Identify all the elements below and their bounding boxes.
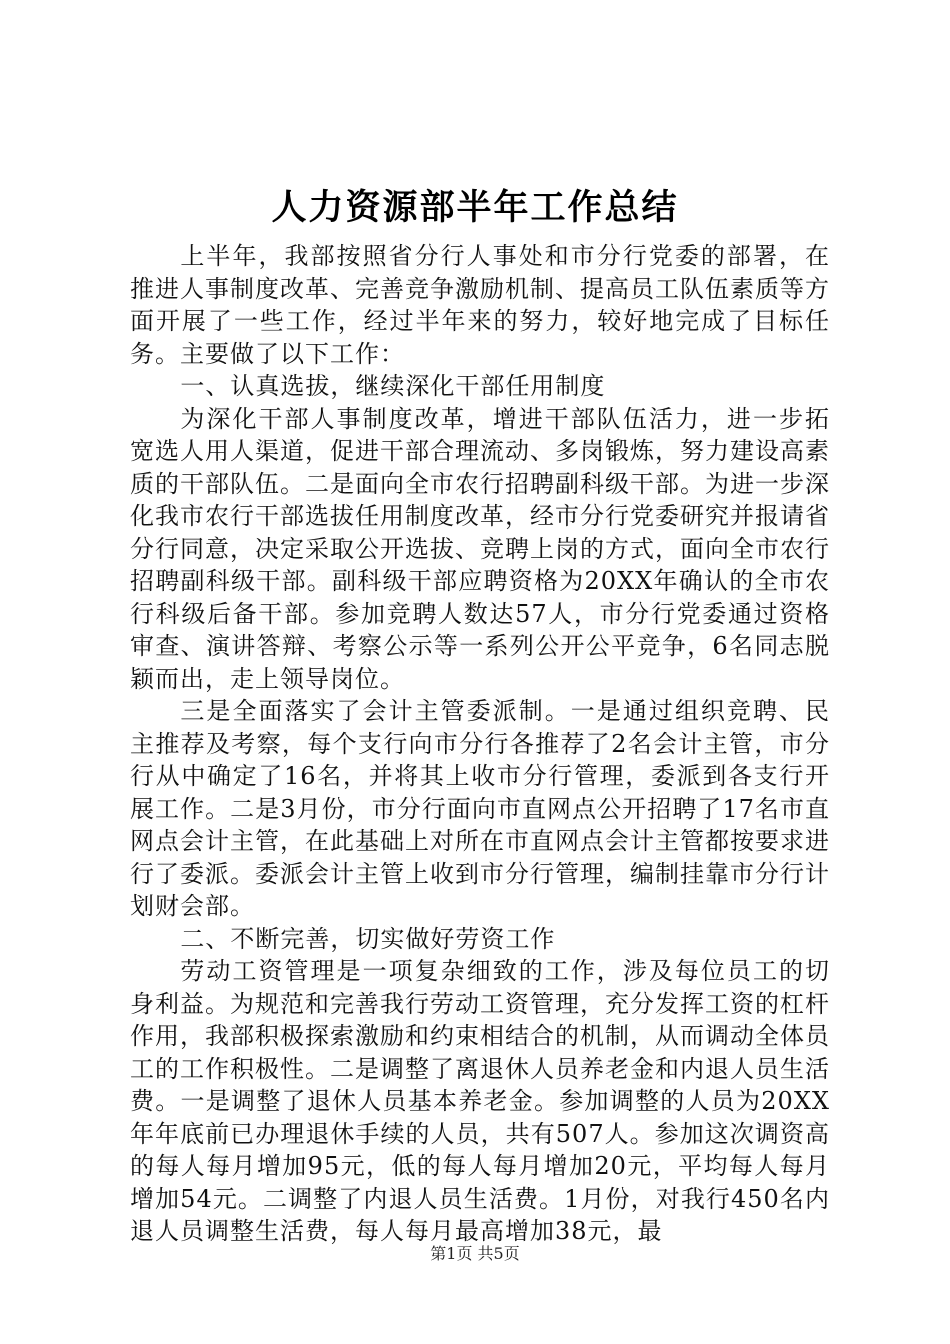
paragraph-accounting-supervisor: 三是全面落实了会计主管委派制。一是通过组织竞聘、民主推荐及考察，每个支行向市分行各推荐了2名会计主管，市分行从中确定了16名，并将其上收市分行管理，委派到各支行开展工作。二是3月份，市分行面向市直网点公开招聘了17名市直网点会计主管，在此基础上对所在市直网点会计主管都按要求进行了委派。委派会计主管上收到市分行管理，编制挂靠市分行计划财会部。 [130, 697, 830, 920]
section-heading-1: 一、认真选拔，继续深化干部任用制度 [180, 372, 606, 400]
document-title: 人力资源部半年工作总结 [271, 188, 679, 228]
paragraph-cadre-selection: 为深化干部人事制度改革，增进干部队伍活力，进一步拓宽选人用人渠道，促进干部合理流动、多岗锻炼，努力建设高素质的干部队伍。二是面向全市农行招聘副科级干部。为进一步深化我市农行干部选拔任用制度改革，经市分行党委研究并报请省分行同意，决定采取公开选拔、竞聘上岗的方式，面向全市农行招聘副科级干部。副科级干部应聘资格为20XX年确认的全市农行科级后备干部。参加竞聘人数达57人，市分行党委通过资格审查、演讲答辩、考察公示等一系列公开公平竞争，6名同志脱颖而出，走上领导岗位。 [130, 404, 830, 693]
page-number-footer: 第1页 共5页 [430, 1244, 520, 1263]
paragraph-intro: 上半年，我部按照省分行人事处和市分行党委的部署，在推进人事制度改革、完善竞争激励机制、提高员工队伍素质等方面开展了一些工作，经过半年来的努力，较好地完成了目标任务。主要做了以下工作： [130, 242, 830, 368]
document-body [130, 240, 830, 1248]
section-heading-2: 二、不断完善，切实做好劳资工作 [180, 924, 556, 953]
paragraph-labor-wages: 劳动工资管理是一项复杂细致的工作，涉及每位员工的切身利益。为规范和完善我行劳动工资管理，充分发挥工资的杠杆作用，我部积极探索激励和约束相结合的机制，从而调动全体员工的工作积极性。二是调整了离退休人员养老金和内退人员生活费。一是调整了退休人员基本养老金。参加调整的人员为20XX年年底前已办理退休手续的人员，共有507人。参加这次调资高的每人每月增加95元，低的每人每月增加20元，平均每人每月增加54元。二调整了内退人员生活费。1月份，对我行450名内退人员调整生活费，每人每月最高增加38元，最 [130, 957, 830, 1245]
